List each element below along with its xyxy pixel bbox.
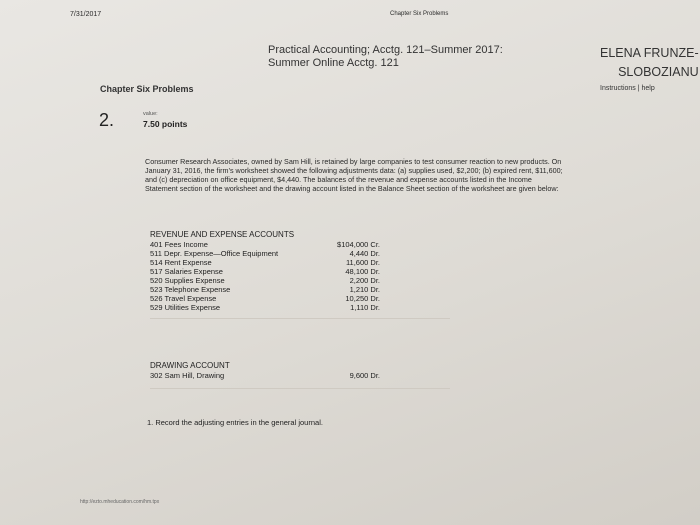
account-row-514: 514 Rent Expense xyxy=(150,258,212,267)
account-amount-529: 1,110 Dr. xyxy=(350,303,380,312)
account-row-511: 511 Depr. Expense—Office Equipment xyxy=(150,249,279,258)
account-row-520: 520 Supplies Expense xyxy=(150,276,225,285)
account-row-401: 401 Fees Income xyxy=(150,240,208,249)
table-divider xyxy=(150,318,450,319)
problem-text: Consumer Research Associates, owned by Sam Hill, is retained by large companies to test consumer reaction to new products. On January 31, 2016, the firm’s worksheet showed the following adjustments data: (a) supplies used, $2,200; (b) expired rent, $11,600; and (c) depreciation on office equipment, $4,440. The balances of the revenue and expense accounts listed in the Income Statement section of the worksheet and the drawing account listed in the Balance Sheet section of the worksheet are given below: xyxy=(145,157,563,193)
account-amount-514: 11,600 Dr. xyxy=(345,258,380,267)
account-amount-526: 10,250 Dr. xyxy=(345,294,380,303)
question-number: 2. xyxy=(99,110,115,130)
link-separator: | xyxy=(635,85,642,92)
student-name-line-2: SLOBOZIANU xyxy=(618,65,699,79)
student-name-line-1: ELENA FRUNZE- xyxy=(600,46,699,60)
course-title-line-2: Summer Online Acctg. 121 xyxy=(268,57,399,69)
account-amount-401: $104,000 Cr. xyxy=(337,240,380,249)
account-amount-511: 4,440 Dr. xyxy=(349,249,380,258)
header-links xyxy=(600,85,655,92)
print-header-title: Chapter Six Problems xyxy=(390,11,449,17)
drawing-account-amount: 9,600 Dr. xyxy=(349,371,380,380)
help-link[interactable]: help xyxy=(641,85,655,92)
drawing-divider xyxy=(150,388,450,389)
course-title xyxy=(268,44,503,70)
print-date: 7/31/2017 xyxy=(70,11,102,18)
account-row-526: 526 Travel Expense xyxy=(150,294,217,303)
revenue-expense-heading: REVENUE AND EXPENSE ACCOUNTS xyxy=(150,230,295,239)
question-points: 7.50 points xyxy=(143,119,188,129)
task-instruction: 1. Record the adjusting entries in the general journal. xyxy=(147,418,323,427)
account-amount-523: 1,210 Dr. xyxy=(349,285,380,294)
footer-url: http://ezto.mheducation.com/hm.tpx xyxy=(80,499,160,505)
student-name xyxy=(600,44,699,82)
drawing-account-row: 302 Sam Hill, Drawing xyxy=(150,371,225,380)
instructions-link[interactable]: Instructions xyxy=(600,85,636,92)
drawing-account-heading: DRAWING ACCOUNT xyxy=(150,361,230,370)
value-label: value: xyxy=(143,111,158,117)
account-row-523: 523 Telephone Expense xyxy=(150,285,231,294)
account-row-529: 529 Utilities Expense xyxy=(150,303,221,312)
section-title: Chapter Six Problems xyxy=(100,84,194,94)
account-row-517: 517 Salaries Expense xyxy=(150,267,223,276)
account-amount-520: 2,200 Dr. xyxy=(349,276,380,285)
course-title-line-1: Practical Accounting; Acctg. 121–Summer 2017: xyxy=(268,44,503,56)
account-amount-517: 48,100 Dr. xyxy=(345,267,380,276)
